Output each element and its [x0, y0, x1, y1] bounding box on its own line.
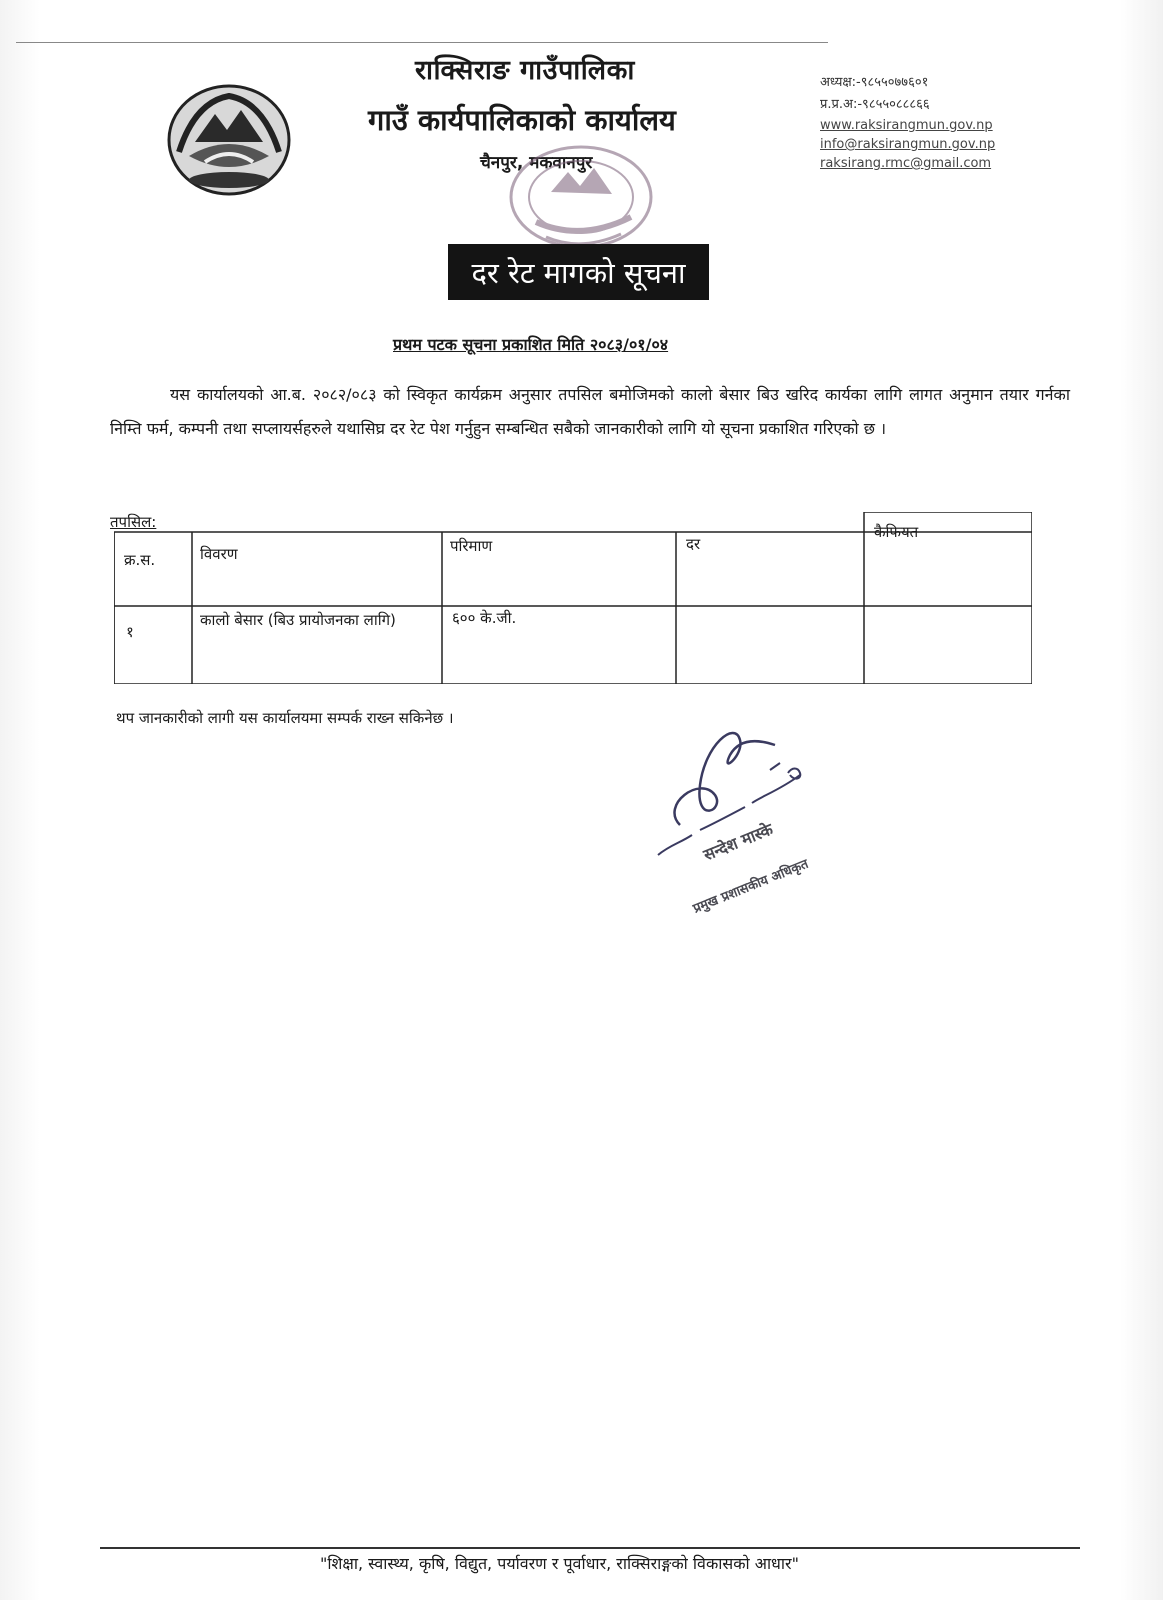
- header-cell-description: विवरण: [200, 545, 238, 563]
- bottom-rule: [100, 1547, 1080, 1549]
- header-cell-remarks: कैफियत: [874, 523, 919, 541]
- rmc-email-link[interactable]: raksirang.rmc@gmail.com: [820, 156, 992, 171]
- row-1-description: कालो बेसार (बिउ प्रायोजनका लागि): [200, 611, 396, 629]
- header-cell-sn: क्र.स.: [124, 551, 156, 569]
- signatory-title: प्रमुख प्रशासकीय अधिकृत: [691, 856, 811, 917]
- cao-phone: प्र.प्र.अ:-९८५५०८८८६६: [820, 97, 930, 112]
- contact-block: [820, 72, 995, 173]
- chair-phone: अध्यक्ष:-९८५५०७७६०१: [820, 75, 929, 90]
- footer-slogan: "शिक्षा, स्वास्थ्य, कृषि, विद्युत, पर्यावरण र पूर्वाधार, राक्सिराङ्गको विकासको आधार": [320, 1554, 799, 1573]
- signatory-name: सन्देश मास्के: [700, 819, 776, 865]
- header-cell-quantity: परिमाण: [450, 537, 493, 555]
- office-name: राक्सिराङ गाउँपालिका: [415, 55, 635, 86]
- website-link[interactable]: www.raksirangmun.gov.np: [820, 118, 993, 133]
- top-rule: [16, 42, 828, 43]
- publish-date: प्रथम पटक सूचना प्रकाशित मिति २०८३/०१/०४: [393, 335, 669, 354]
- info-email-link[interactable]: info@raksirangmun.gov.np: [820, 137, 996, 152]
- government-emblem-icon: [165, 82, 293, 198]
- header-cell-rate: दर: [686, 535, 701, 553]
- schedule-label: तपसिल:: [110, 513, 157, 531]
- notice-title-banner: [448, 244, 709, 300]
- schedule-table: [114, 512, 1032, 684]
- row-1-sn: १: [126, 623, 134, 641]
- notice-body: यस कार्यालयको आ.ब. २०८२/०८३ को स्विकृत कार्यक्रम अनुसार तपसिल बमोजिमको कालो बेसार बिउ खरिद कार्यका लागि लागत अनुमान तयार गर्नका निम्ति फर्म, कम्पनी तथा सप्लायर्सहरुले यथासिघ्र दर रेट पेश गर्नुहुन सम्बन्धित सबैको जानकारीको लागि यो सूचना प्रकाशित गरिएको छ ।: [110, 385, 1070, 438]
- office-address: चैनपुर, मकवानपुर: [480, 153, 593, 173]
- notice-title: दर रेट मागको सूचना: [471, 255, 686, 290]
- office-subtitle: गाउँ कार्यपालिकाको कार्यालय: [368, 103, 676, 137]
- row-1-quantity: ६०० के.जी.: [452, 609, 517, 627]
- footer-note: थप जानकारीको लागी यस कार्यालयमा सम्पर्क राख्न सकिनेछ ।: [116, 709, 454, 727]
